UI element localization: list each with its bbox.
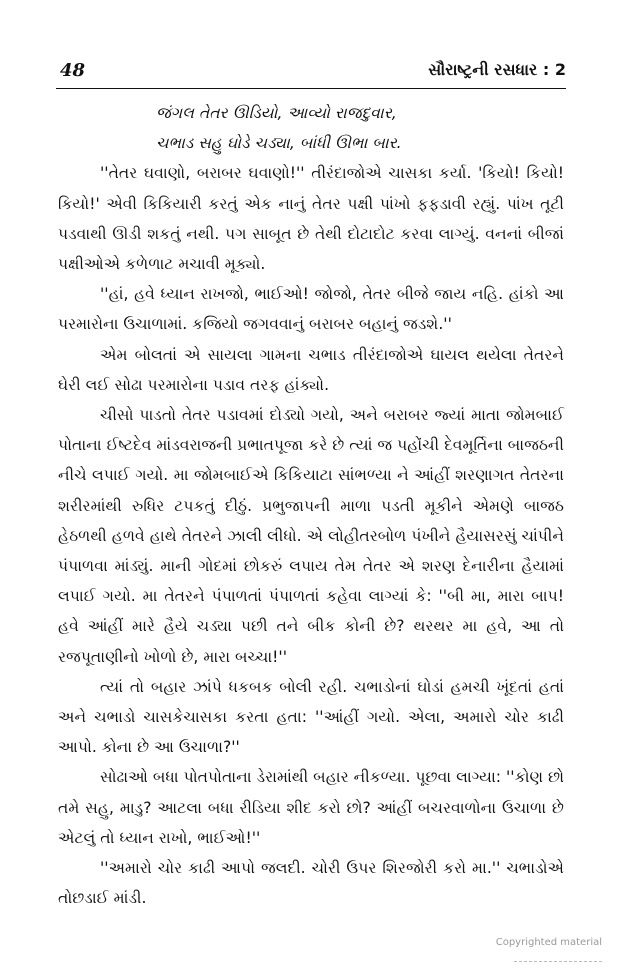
verse-line: ચભાડ સહુ ઘોડે ચડ્યા, બાંધી ઊભા બાર. [156, 134, 402, 153]
paragraph: એમ બોલતાં એ સાયલા ગામના ચભાડ તીરંદાજોએ ઘાયલ થયેલા તેતરને ઘેરી લઈ સોઢા પરમારોના પડાવ તરફ હાંક્યો. [58, 345, 564, 394]
paragraph: ''હાં, હવે ધ્યાન રાખજો, ભાઈઓ! જોજો, તેતર બીજે જાય નહિ. હાંકો આ પરમારોના ઉચાળામાં. કજિયો જગવવાનું બરાબર બહાનું જડશે.'' [58, 285, 564, 334]
page-header [60, 60, 566, 88]
header-rule [56, 88, 566, 89]
paragraph: ''તેતર ઘવાણો, બરાબર ઘવાણો!'' તીરંદાજોએ ચાસકા કર્યા. 'કિયો! કિયો! કિયો!' એવી કિકિયારી કરતું એક નાનું તેતર પક્ષી પાંખો ફફડાવી રહ્યું. પાંખ તૂટી પડવાથી ઊડી શકતું નથી. પગ સાબૂત છે તેથી દોટાદોટ કરવા લાગ્યું. વનનાં બીજાં પક્ષીઓએ કળેળાટ મચાવી મૂક્યો. [58, 164, 564, 274]
paragraph: ચીસો પાડતો તેતર પડાવમાં દોડ્યો ગયો, અને બરાબર જ્યાં માતા જોમબાઈ પોતાના ઈષ્ટદેવ માંડવરાજની પ્રભાતપૂજા કરે છે ત્યાં જ પહોંચી દેવમૂર્તિના બાજઠની નીચે લપાઈ ગયો. મા જોમબાઈએ કિકિયાટા સાંભળ્યા ને આંહીં શરણાગત તેતરના શરીરમાંથી રુધિર ટપકતું દીઠું. પ્રભુજાપની માળા પડતી મૂકીને એમણે બાજઠ હેઠળથી હળવે હાથે તેતરને ઝાલી લીધો. એ લોહીતરબોળ પંખીને હૈયાસરસું ચાંપીને પંપાળવા માંડ્યું. માની ગોદમાં છોકરું લપાય તેમ તેતર એ શરણ દેનારીના હૈયામાં લપાઈ ગયો. મા તેતરને પંપાળતાં પંપાળતાં કહેવા લાગ્યાં કે: ''બી મા, મારા બાપ! હવે આંહીં મારે હૈયે ચડ્યા પછી તને બીક કોની છે? થરથર મા હવે, આ તો રજપૂતાણીનો ખોળો છે, મારા બચ્ચા!'' [58, 406, 565, 666]
verse [58, 98, 564, 158]
page-body [58, 98, 564, 913]
paragraph: ત્યાં તો બહાર ઝાંપે ધકબક બોલી રહી. ચભાડોનાં ઘોડાં હમચી ખૂંદતાં હતાં અને ચભાડો ચાસકેચાસકા કરતા હતા: ''આંહીં ગયો. એલા, અમારો ચોર કાઢી આપો. કોના છે આ ઉચાળા?'' [58, 677, 564, 757]
verse-line: જંગલ તેતર ઊડિયો, આવ્યો રાજદુવાર, [156, 104, 397, 122]
running-head: સૌરાષ્ટ્રની રસધાર : 2 [428, 60, 566, 79]
page-number: 48 [60, 60, 86, 81]
paragraph: ''અમારો ચોર કાઢી આપો જલદી. ચોરી ઉપર શિરજોરી કરો મા.'' ચભાડોએ તોછડાઈ માંડી. [58, 859, 564, 908]
copyright-watermark: Copyrighted material [495, 937, 602, 948]
paragraph: સોઢાઓ બધા પોતપોતાના ડેરામાંથી બહાર નીકળ્યા. પૂછવા લાગ્યા: ''કોણ છો તમે સહુ, માડુ? આટલા બધા રીડિયા શીદ કરો છો? આંહીં બચરવાળોના ઉચાળા છે એટલું તો ધ્યાન રાખો, ભાઈઓ!'' [58, 768, 564, 847]
footer-rule [514, 961, 602, 962]
